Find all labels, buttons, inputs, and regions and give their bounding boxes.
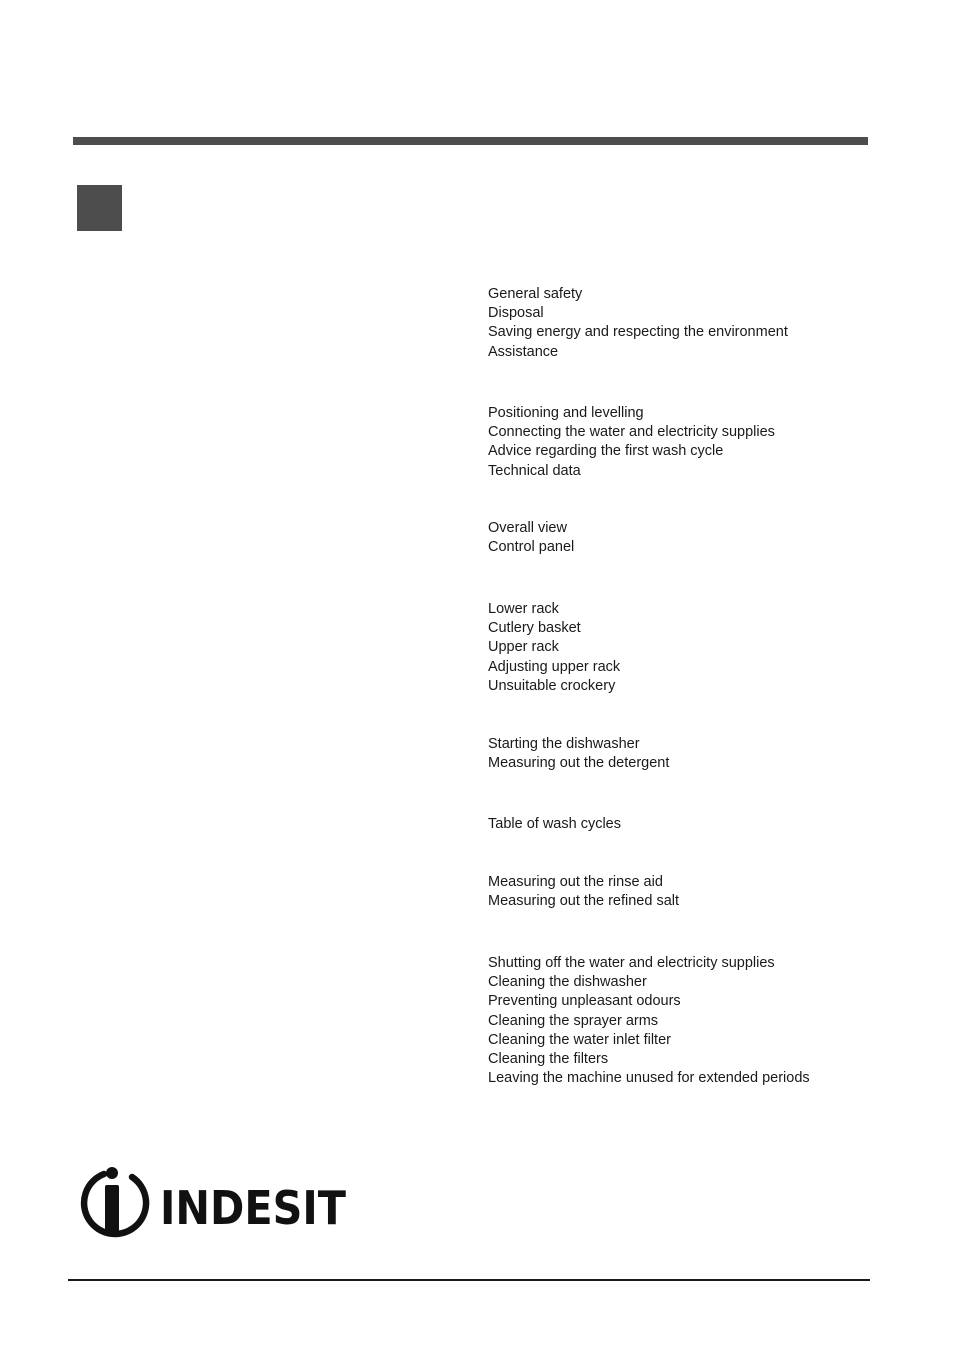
toc-group-description: [488, 519, 574, 557]
toc-item: Measuring out the detergent: [488, 755, 670, 772]
toc-item: Disposal: [488, 305, 544, 322]
indesit-logo-icon: [74, 1165, 349, 1245]
toc-item: Cutlery basket: [488, 620, 581, 637]
toc-item: Control panel: [488, 539, 575, 556]
header-rule: [73, 137, 868, 145]
toc-item: Table of wash cycles: [488, 816, 621, 832]
toc-item: Measuring out the rinse aid: [488, 874, 663, 890]
toc-item: Starting the dishwasher: [488, 736, 640, 752]
toc-item: Cleaning the sprayer arms: [488, 1012, 659, 1029]
toc-item: Adjusting upper rack: [488, 658, 621, 675]
toc-group-start: [488, 735, 669, 773]
toc-item: Overall view: [488, 520, 567, 536]
toc-item: Cleaning the water inlet filter: [488, 1031, 671, 1048]
toc-group-rinse-salt: [488, 873, 679, 911]
toc-item: Cleaning the filters: [488, 1051, 609, 1068]
toc-item: Measuring out the refined salt: [488, 893, 680, 910]
toc-item: Assistance: [488, 343, 559, 360]
toc-item: Positioning and levelling: [488, 405, 644, 421]
toc-item: Connecting the water and electricity supplies: [488, 424, 775, 441]
toc-group-installation: [488, 404, 775, 481]
toc-item: Leaving the machine unused for extended periods: [488, 1070, 810, 1087]
toc-item: Upper rack: [488, 639, 559, 656]
toc-group-maintenance: [488, 954, 810, 1088]
brand-wordmark: INDESIT: [160, 1181, 347, 1235]
toc-item: General safety: [488, 286, 583, 302]
toc-group-safety: [488, 285, 788, 362]
toc-group-wash-cycles: [488, 815, 621, 834]
toc-group-loading: [488, 600, 620, 696]
toc-item: Preventing unpleasant odours: [488, 993, 681, 1010]
toc-item: Shutting off the water and electricity supplies: [488, 955, 775, 971]
footer-rule: [68, 1279, 870, 1281]
toc-item: Cleaning the dishwasher: [488, 974, 647, 991]
language-tab-marker: [77, 185, 122, 231]
toc-item: Technical data: [488, 462, 581, 479]
toc-item: Saving energy and respecting the environment: [488, 324, 788, 341]
toc-item: Unsuitable crockery: [488, 677, 616, 694]
toc-item: Advice regarding the first wash cycle: [488, 443, 724, 460]
toc-item: Lower rack: [488, 601, 559, 617]
